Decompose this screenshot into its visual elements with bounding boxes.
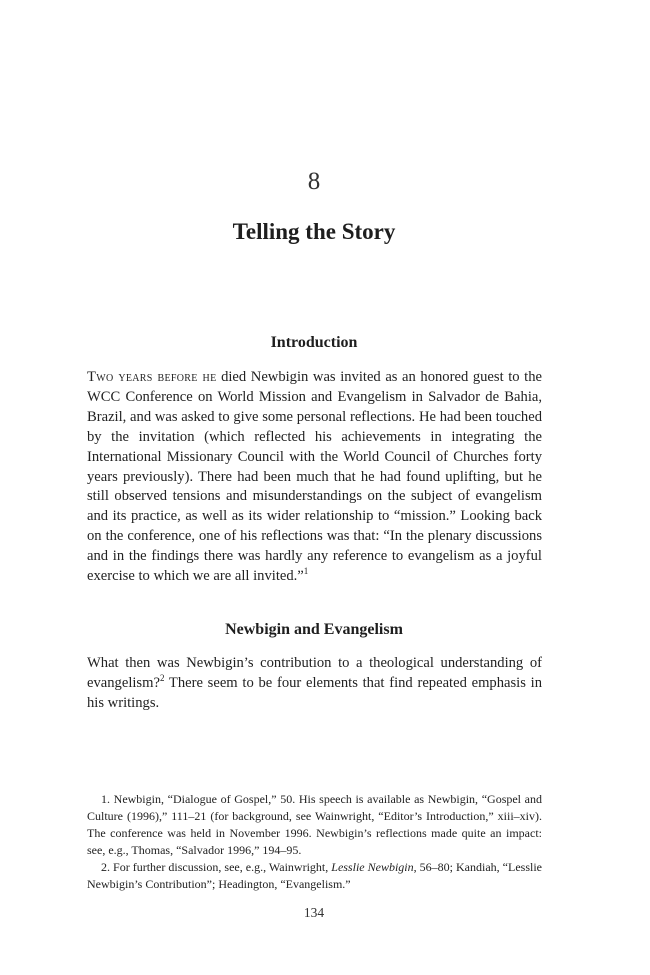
footnote-2-text-a: 2. For further discussion, see, e.g., Wainwright, — [101, 859, 332, 874]
section-heading-newbigin-evangelism: Newbigin and Evangelism — [225, 621, 403, 638]
chapter-number: 8 — [307, 168, 321, 195]
footnote-1: 1. Newbigin, “Dialogue of Gospel,” 50. His speech is available as Newbigin, “Gospel and Culture (1996),” 111–21 (for background, see Wainwright, “Editor’s Introduction,” xiii–xiv). The conference was held in November 1996. Newbigin’s reflections made quite an impact: see, e.g., Thomas, “Salvador 1996,” 194–95. — [87, 792, 542, 857]
paragraph-text-a: What then was Newbigin’s contribution to a theological understanding of evangelism? — [87, 655, 542, 691]
footnote-marker-1: 1 — [303, 566, 309, 577]
footnote-2 — [87, 859, 542, 893]
paragraph-opening-smallcaps: Two years before he — [87, 369, 217, 385]
footnote-2-book-title: Lesslie Newbigin — [331, 859, 414, 874]
chapter-title: Telling the Story — [232, 219, 396, 244]
footnote-marker-2: 2 — [159, 673, 165, 684]
paragraph-introduction — [87, 368, 542, 587]
section-heading-introduction: Introduction — [270, 334, 358, 351]
page-number: 134 — [303, 905, 325, 920]
paragraph-body: died Newbigin was invited as an honored guest to the WCC Conference on World Mission and Evangelism in Salvador de Bahia, Brazil, and was asked to give some personal reflections. He had been touched by the invitation (which reflected his achievements in integrating the International Missionary Council with the World Council of Churches forty years previously). There had been much that he had found uplifting, but he still observed tensions and misunderstandings on the subject of evangelism and its practice, as well as its wider relationship to “mission.” Looking back on the conference, one of his reflections was that: “In the plenary discussions and in the findings there was hardly any reference to evangelism as a joyful exercise to which we are all invited.” — [87, 369, 542, 585]
footnote-2-text-b: , 56–80; Kandiah, “Lesslie Newbigin’s Contribution”; Headington, “Evangelism.” — [87, 859, 542, 891]
paragraph-newbigin-evangelism — [87, 654, 542, 714]
paragraph-text-b: There seem to be four elements that find repeated emphasis in his writings. — [87, 674, 542, 711]
footnotes — [87, 791, 542, 892]
